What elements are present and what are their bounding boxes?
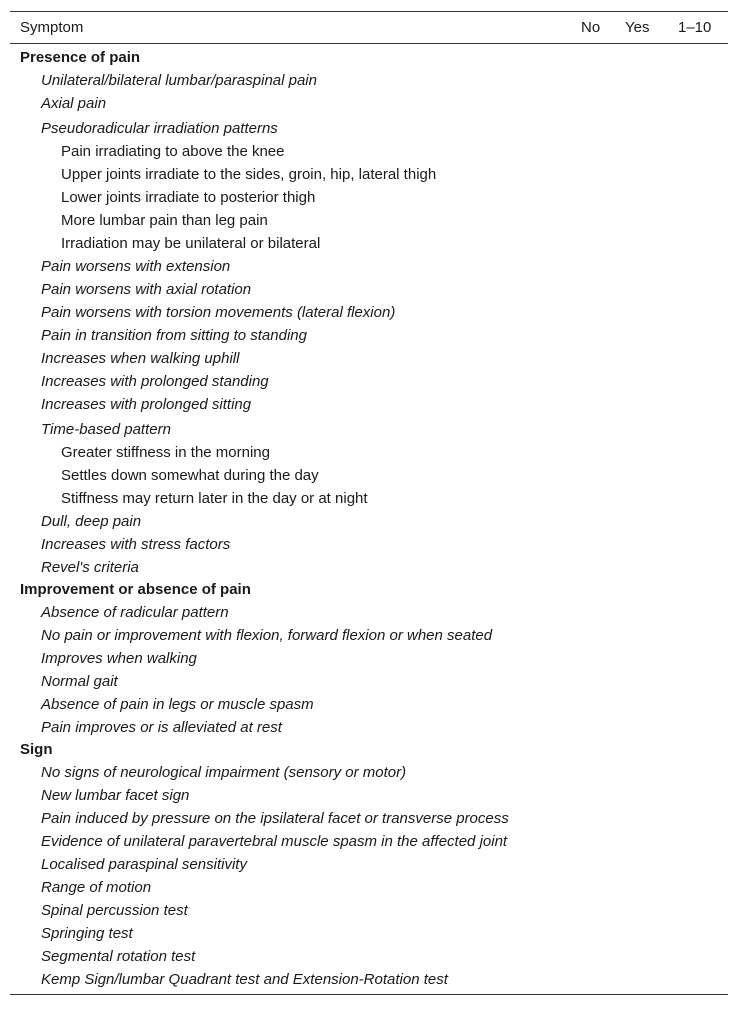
table-row: Revel's criteria	[41, 559, 139, 576]
table-row: Pain improves or is alleviated at rest	[41, 719, 282, 736]
table-row: New lumbar facet sign	[41, 787, 190, 804]
table-row: Pain induced by pressure on the ipsilateral facet or transverse process	[41, 810, 509, 827]
table-row: Time-based pattern	[41, 421, 171, 438]
table-row: No signs of neurological impairment (sensory or motor)	[41, 764, 407, 781]
header-score: 1–10	[678, 19, 712, 36]
table-row: Spinal percussion test	[41, 902, 188, 919]
table-row: Pain worsens with extension	[41, 258, 231, 275]
table-row: Kemp Sign/lumbar Quadrant test and Extension-Rotation test	[41, 971, 448, 988]
table-row: More lumbar pain than leg pain	[61, 212, 268, 229]
table-row: Increases with stress factors	[41, 536, 231, 553]
table-row: Improves when walking	[41, 650, 197, 667]
table-row: Evidence of unilateral paravertebral muscle spasm in the affected joint	[41, 833, 508, 850]
table-row: Absence of radicular pattern	[41, 604, 229, 621]
table-row: Range of motion	[41, 879, 152, 896]
table-row: Pain worsens with axial rotation	[41, 281, 252, 298]
section-heading: Sign	[20, 741, 53, 758]
table-row: Greater stiffness in the morning	[61, 444, 270, 461]
table-row: Increases with prolonged standing	[41, 373, 269, 390]
header-symptom: Symptom	[20, 19, 84, 36]
section-heading: Presence of pain	[20, 49, 141, 66]
table-row: Localised paraspinal sensitivity	[41, 856, 247, 873]
header-yes: Yes	[625, 19, 650, 36]
table-row: Pain irradiating to above the knee	[61, 143, 285, 160]
table-row: Settles down somewhat during the day	[61, 467, 319, 484]
table-row: Segmental rotation test	[41, 948, 196, 965]
table-row: Absence of pain in legs or muscle spasm	[41, 696, 314, 713]
table-row: Dull, deep pain	[41, 513, 142, 530]
section-heading: Improvement or absence of pain	[20, 581, 251, 598]
header-no: No	[581, 19, 601, 36]
table-row: Lower joints irradiate to posterior thigh	[61, 189, 316, 206]
table-body	[10, 44, 728, 994]
table-header	[10, 12, 728, 44]
table-row: Axial pain	[41, 95, 107, 112]
table-row: Unilateral/bilateral lumbar/paraspinal pain	[41, 72, 317, 89]
table-row: Pseudoradicular irradiation patterns	[41, 120, 278, 137]
table-row: Increases when walking uphill	[41, 350, 240, 367]
table-row: Stiffness may return later in the day or at night	[61, 490, 368, 507]
table-row: Pain in transition from sitting to standing	[41, 327, 307, 344]
table-row: Pain worsens with torsion movements (lateral flexion)	[41, 304, 396, 321]
table-row: Normal gait	[41, 673, 118, 690]
table-row: Increases with prolonged sitting	[41, 396, 252, 413]
table-row: Springing test	[41, 925, 133, 942]
table-row: No pain or improvement with flexion, forward flexion or when seated	[41, 627, 493, 644]
table-row: Irradiation may be unilateral or bilateral	[61, 235, 321, 252]
table-row: Upper joints irradiate to the sides, groin, hip, lateral thigh	[61, 166, 437, 183]
symptom-table	[10, 11, 728, 995]
